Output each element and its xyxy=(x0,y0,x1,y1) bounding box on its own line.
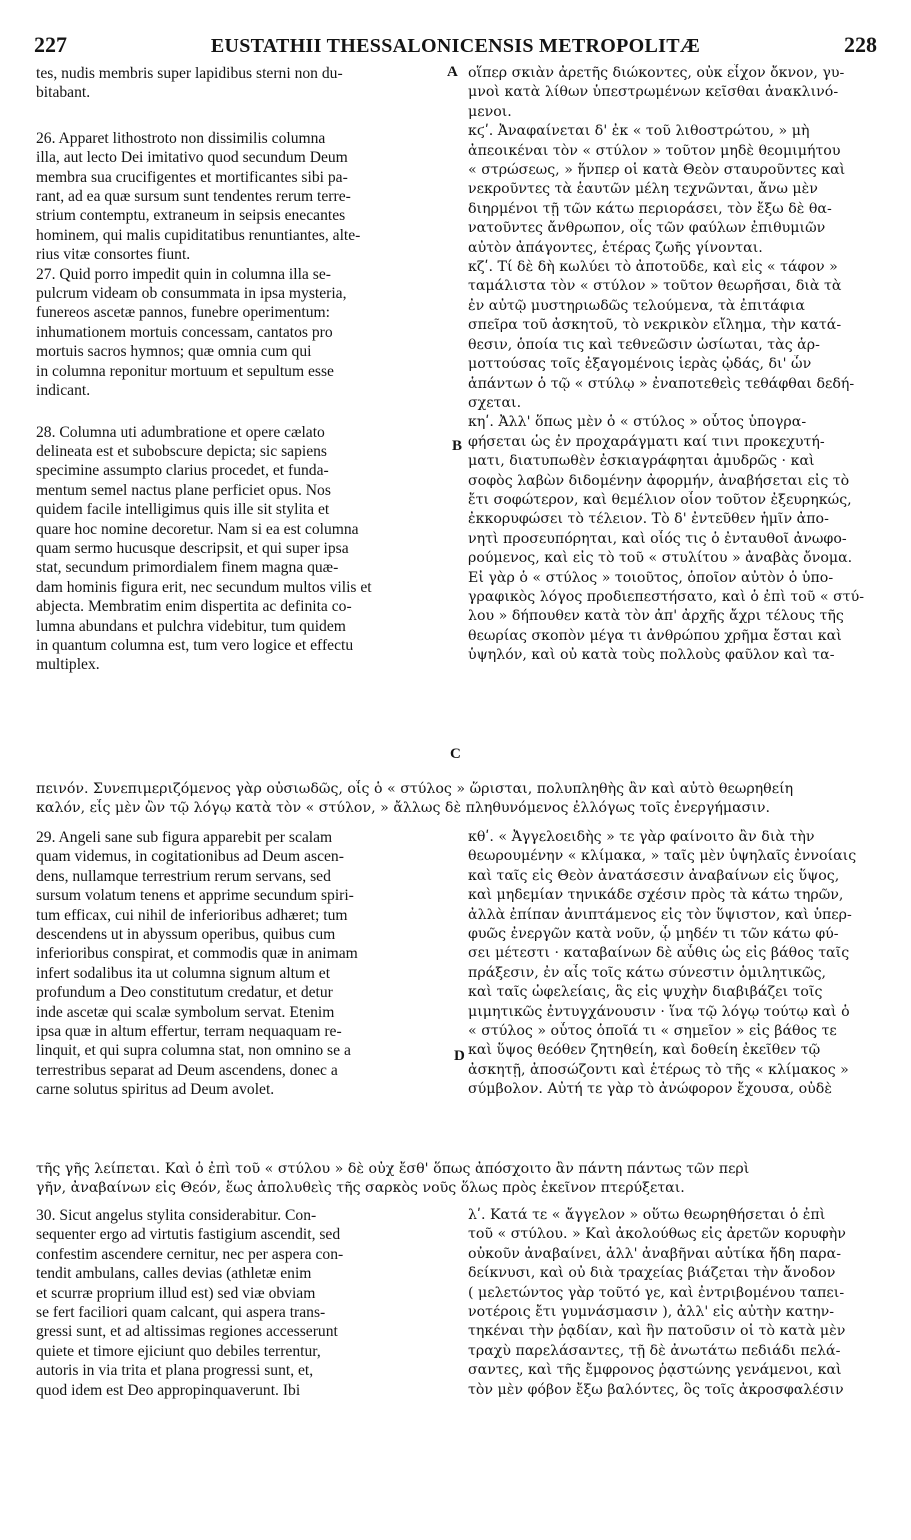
latin-paragraph-top: tes, nudis membris super lapidibus sterni non du- bitabant. xyxy=(36,65,343,102)
latin-paragraph-28: 28. Columna uti adumbratione et opere cælato delineata est et subobscure depicta; sic sapiens specimine assumpto clarius procedet, et funda- mentum semel nactus plane perficiet opus. Nos quidem facile intelligimus quis ille sit stylita et quare hoc nomine decoretur. Nam si ea est columna quam sermo hucusque descripsit, et qui super ipsa stat, secundum primordialem finem magna quæ- dam hominis figura erit, nec secundum multos vilis et abjecta. Membratim enim dispertita ac definita co- lumna abundans et pulchra videbitur, tum quidem in quantum columna est, tum vero logice et effectu multiplex. xyxy=(36,423,372,674)
greek-column-upper xyxy=(468,64,880,666)
page-number-left: 227 xyxy=(34,32,67,57)
marker-a: A xyxy=(447,64,458,80)
page-number-right: 228 xyxy=(843,32,877,57)
greek-paragraph-27: κζʹ. Τί δὲ δὴ κωλύει τὸ ἀποτοῦδε, καὶ εἰς « τάφον » ταμάλιστα τὸν « στύλον » τοῦτον θεωρῆσαι, διὰ τὰ ἐν αὐτῷ μυστηριωδῶς τελούμενα, τὰ ἐπιτάφια σπεῖρα τοῦ ἀσκητοῦ, τὸ νεκρικὸν εἴλημα, τὴν κατά- θεσιν, ὁποία τις καὶ τεθνεῶσιν ὡσίωται, τὰς ἁρ- μοττούσας τοῖς ἐξαγομένοις ἱερὰς ᾠδάς, δι' ὧν ἁπάντων ὁ τῷ « στύλῳ » ἐναποτεθεὶς τεθάφθαι δεδή- σχεται. xyxy=(468,259,855,411)
marker-c: C xyxy=(450,746,461,762)
latin-paragraph-29: 29. Angeli sane sub figura apparebit per scalam quam videmus, in cogitationibus ad Deum ascen- dens, nullamque terrestrium rerum servans, sed sursum volatum tenens et apprime secundum spiri- tum efficax, cui nihil de inferioribus adhæret; tum descendens ut in abyssum operibus, quibus cum inferioribus conspirat, et commodis quæ in animam infert sodalibus ita ut columna signum altum et profundum a Deo constitutum credatur, et detur inde ascetæ qui scalæ symbolum servat. Etenim ipsa quæ in altum effertur, terram nequaquam re- linquit, et qui supra columna stat, non omnino se a terrestribus separat ad Deum ascendens, donec a carne solutus spiritus ad Deum avolet. xyxy=(36,829,358,1099)
greek-spanning-line-1: πεινόν. Συνεπιμεριζόμενος γὰρ οὐσιωδῶς, οἷς ὁ « στύλος » ὥρισται, πολυπληθὴς ἂν καὶ αὐτὸ θεωρηθείη καλόν, εἷς μὲν ὢν τῷ λόγῳ κατὰ τὸν « στύλον, » ἄλλως δὲ πληθυνόμενος ἐλλόγως τοῖς ἐνεργήμασιν. xyxy=(36,781,794,817)
latin-paragraph-30: 30. Sicut angelus stylita considerabitur. Con- sequenter ergo ad virtutis fastigium ascendit, sed confestim ascendere cernitur, nec per aspera con- tendit ambulans, calles devias (athletæ enim et scurræ proprium illud est) sed viæ obviam se fert faciliori quam calcant, qui aspera trans- gressi sunt, et ad altissimas regiones accesserunt quiete et timore ejiciunt quo debiles terrentur, autoris in via trita et plana progressi sunt, et, quod idem est Deo appropinquaverunt. Ibi xyxy=(36,1207,344,1399)
greek-paragraph-26: κϛʹ. Ἀναφαίνεται δ' ἐκ « τοῦ λιθοστρώτου, » μὴ ἀπεοικέναι τὸν « στύλον » τοῦτον μηδὲ θεομιμήτου « στρώσεως, » ἥνπερ οἱ κατὰ Θεὸν σταυροῦντες καὶ νεκροῦντες τὰ ἑαυτῶν μέλη τεχνῶνται, ἄνω μὲν διηρμένοι τῇ τῶν κάτω περιοράσει, τὸν ἔξω δὲ θα- νατοῦντες ἄνθρωπον, οἷς τῶν φαύλων ἐπιθυμιῶν αὐτὸν ἀπάγοντες, ἑτέρας ζωῆς γίνονται. xyxy=(468,123,846,256)
running-header xyxy=(34,32,877,56)
marker-d: D xyxy=(454,1048,465,1064)
greek-spanning-line-2: τῆς γῆς λείπεται. Καὶ ὁ ἐπὶ τοῦ « στύλου » δὲ οὐχ ἔσθ' ὅπως ἀπόσχοιτο ἂν πάντη πάντως τῶν περὶ γῆν, ἀναβαίνων εἰς Θεόν, ἕως ἀπολυθεὶς τῆς σαρκὸς νοῦς ὅλως πρὸς ἐκεῖνον πτερύξεται. xyxy=(36,1161,750,1197)
latin-paragraph-27: 27. Quid porro impedit quin in columna illa se- pulcrum videam ob consummata in ipsa mysteria, funereos ascetæ pannos, funebre operimentum: inhumationem mortuis concessam, cantatos pro mortuis sacros hymnos; quæ omnia cum qui in columna reponitur mortuum et sepultum esse indicant. xyxy=(36,265,347,400)
greek-paragraph-top: οἵπερ σκιὰν ἀρετῆς διώκοντες, οὐκ εἶχον ὄκνον, γυ- μνοὶ κατὰ λίθων ὑπεστρωμένων κεῖσθαι ἀνακλινό- μενοι. xyxy=(468,65,845,120)
greek-paragraph-29: κθʹ. « Ἀγγελοειδὴς » τε γὰρ φαίνοιτο ἂν διὰ τὴν θεωρουμένην « κλίμακα, » ταῖς μὲν ὑψηλαῖς ἐννοίαις καὶ ταῖς εἰς Θεὸν ἀνατάσεσιν ἀναβαίνων εἰς ὕψος, καὶ μηδεμίαν τηνικάδε σχέσιν πρὸς τὰ κάτω τηρῶν, ἀλλὰ ἐπίπαν ἀνιπτάμενος εἰς τὸν ὕψιστον, καὶ ὑπερ- φυῶς ἐνεργῶν κατὰ νοῦν, ᾧ μηδέν τι τῶν κάτω φύ- σει μέτεστι · καταβαίνων δὲ αὖθις ὡς εἰς βάθος ταῖς πράξεσιν, ἐν αἷς τοῖς κάτω σύνεστιν ὁμιλητικῶς, καὶ ταῖς ὠφελείαις, ἃς εἰς ψυχὴν διαβιβάζει τοῖς μιμητικῶς ἐντυγχάνουσιν · ἵνα τῷ λόγῳ τούτῳ καὶ ὁ « στύλος » οὗτος ὁποῖά τι « σημεῖον » εἰς βάθος τε καὶ ὕψος θεόθεν ζητηθείη, καὶ δοθείη ἐκεῖθεν τῷ ἀσκητῇ, ἀποσώζοντι καὶ ἑτέρως τὸ τῆς « κλίμακος » σύμβολον. Αὐτή τε γὰρ τὸ ἀνώφορον ἔχουσα, οὐδὲ xyxy=(468,829,857,1098)
marker-b: B xyxy=(452,438,463,454)
latin-paragraph-26: 26. Apparet lithostroto non dissimilis columna illa, aut lecto Dei imitativo quod secundum Deum membra sua crucifigentes et mortificantes sibi pa- rant, ad ea quæ sursum sunt tendentes rerum terre- strium contemptu, extraneum in seipsis enecantes hominem, qui malis cupiditatibus renuntiantes, alte- rius vitæ consortes fiunt. xyxy=(36,129,361,264)
greek-paragraph-28: κηʹ. Ἀλλ' ὅπως μὲν ὁ « στύλος » οὗτος ὑπογρα- φήσεται ὡς ἐν προχαράγματι καί τινι προκεχυτή- ματι, διατυπωθὲν ἐσκιαγράφηται ἀμυδρῶς · καὶ σοφὸς λαβὼν διδομένην ἀφορμήν, ἀναβήσεται εἰς τὸ ἔτι σοφώτερον, καὶ θεμέλιον οἷον τοῦτον ἐξευρηκώς, ἐκκορυφώσει τὸ τέλειον. Τὸ δ' ἐντεῦθεν ἡμῖν ἀπο- νητὶ προσευπόρηται, καὶ οἷός τις ὁ ἐνταυθοῖ ἀνωφο- ρούμενος, καὶ εἰς τὸ τοῦ « στυλίτου » ἀναβὰς ὄνομα. Εἰ γὰρ ὁ « στύλος » τοιοῦτος, ὁποῖον αὐτὸν ὁ ὑπο- γραφικὸς λόγος προδιεπεστήσατο, καὶ ὁ ἐπὶ τοῦ « στύ- λου » δήπουθεν κατὰ τὸν ἀπ' ἀρχῆς ἄχρι τέλους τῆς θεωρίας σκοπὸν μέγα τι ἀνθρώπου χρῆμα ἔσται καὶ ὑψηλόν, καὶ οὐ κατὰ τοὺς πολλοὺς φαῦλον καὶ τα- xyxy=(468,414,865,664)
latin-column-upper xyxy=(36,64,444,675)
running-title: EUSTATHII THESSALONICENSIS METROPOLITÆ xyxy=(210,35,701,57)
greek-paragraph-30: λʹ. Κατά τε « ἄγγελον » οὕτω θεωρηθήσεται ὁ ἐπὶ τοῦ « στύλου. » Καὶ ἀκολούθως εἰς ἀρετῶν κορυφὴν οὐκοῦν ἀναβαίνει, ἀλλ' ἀναβῆναι αὐτίκα ἤδη παρα- δείκνυσι, καὶ οὐ διὰ τραχείας βιάζεται τὴν ἄνοδον ( μελετώντος γὰρ τοῦτό γε, καὶ ἐντριβομένου ταπει- νοτέροις ἔτι γυμνάσμασιν ), ἀλλ' εἰς αὐτὴν κατην- τηκέναι τὴν ῥᾳδίαν, καὶ ἣν πατοῦσιν οἱ τὸ κατὰ μὲν τραχὺ παρελάσαντες, τῇ δὲ ἀνωτάτω πεδιάδι πελά- σαντες, καὶ τῆς ἔμφρονος ῥᾳστώνης γενάμενοι, καὶ τὸν μὲν φόβον ἔξω βαλόντες, ὃς τοῖς ἀκροσφαλέσιν xyxy=(468,1207,846,1398)
